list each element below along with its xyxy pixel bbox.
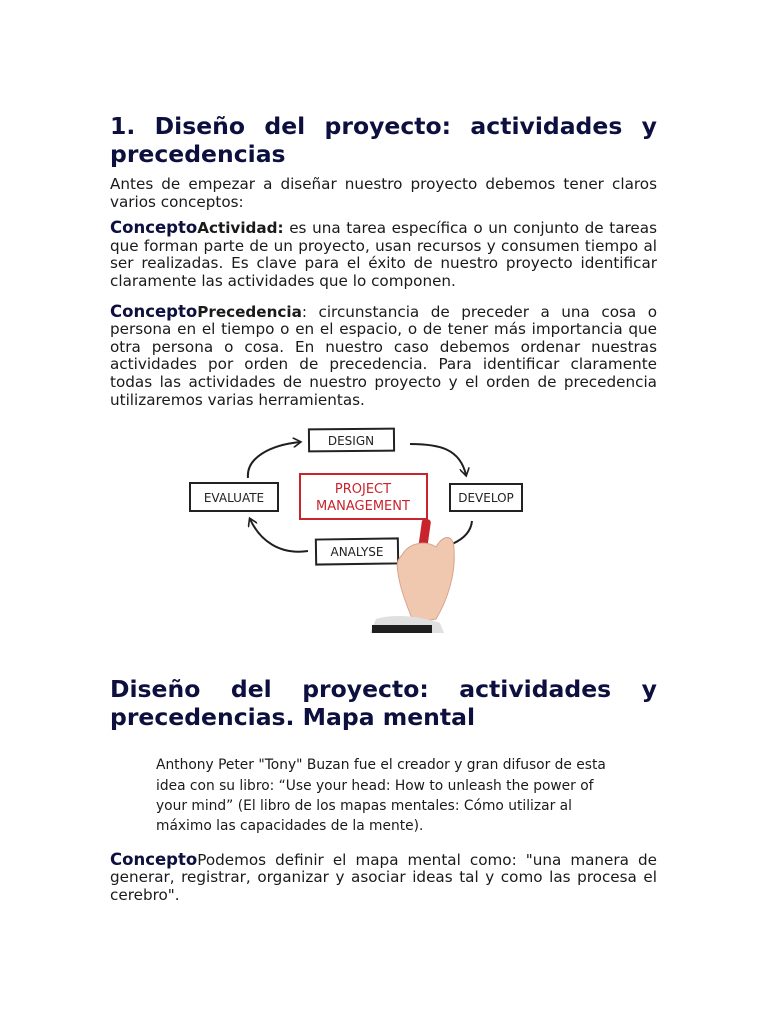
actividad-term: Actividad:: [197, 219, 284, 238]
concept-mapa-mental-paragraph: [110, 851, 657, 905]
section-title: Diseño del proyecto: actividades y precedencias. Mapa mental: [110, 675, 657, 732]
center-label-line2: MANAGEMENT: [316, 499, 410, 515]
buzan-quote: [156, 755, 657, 837]
quote-line: máximo las capacidades de la mente).: [156, 818, 424, 835]
actividad-definition: es una tarea específica o un conjunto de tareas que forman parte de un proyecto, usan recursos y consumen tiempo al ser realizadas. Es clave para el éxito de nuestro proyecto identificar claramente las actividades que lo componen.: [110, 219, 657, 290]
cycle-diagram-svg: [110, 423, 657, 653]
document-page: [110, 112, 657, 917]
concept-label: Concepto: [110, 849, 198, 869]
analyse-label: ANALYSE: [330, 545, 384, 560]
center-label-line1: PROJECT: [334, 482, 392, 498]
design-label: DESIGN: [327, 434, 375, 449]
intro-paragraph: Antes de empezar a diseñar nuestro proyecto debemos tener claros varios conceptos:: [110, 175, 657, 211]
design-box: [309, 429, 394, 452]
develop-box: [450, 484, 522, 511]
concept-label: Concepto: [110, 301, 198, 321]
project-management-cycle-diagram: [110, 423, 657, 653]
precedencia-term: Precedencia: [197, 302, 302, 321]
arrow-design-to-develop: [410, 444, 466, 475]
evaluate-box: [190, 483, 278, 511]
analyse-box: [316, 539, 398, 565]
section-title: 1. Diseño del proyecto: actividades y precedencias: [110, 112, 657, 168]
project-management-box: [300, 474, 427, 519]
quote-line: your mind” (El libro de los mapas mentales: Cómo utilizar al: [156, 797, 572, 814]
evaluate-label: EVALUATE: [203, 491, 265, 506]
quote-line: Anthony Peter "Tony" Buzan fue el creador y gran difusor de esta: [156, 757, 606, 774]
develop-label: DEVELOP: [458, 491, 514, 506]
mapa-mental-definition: Podemos definir el mapa mental como: "una manera de generar, registrar, organizar y asociar ideas tal y como las procesa el cerebro".: [110, 850, 657, 904]
arrow-evaluate-to-design: [248, 442, 300, 478]
concept-precedencia-paragraph: [110, 303, 657, 410]
precedencia-definition: : circunstancia de preceder a una cosa o persona en el tiempo o en el espacio, o de tener más importancia que otra persona o cosa. En nuestro caso debemos ordenar nuestras actividades por orden de precedencia. Para identificar claramente todas las actividades de nuestro proyecto y el orden de precedencia utilizaremos varias herramientas.: [110, 302, 657, 409]
concept-actividad-paragraph: [110, 219, 657, 290]
quote-line: idea con su libro: “Use your head: How to unleash the power of: [156, 777, 594, 794]
concept-label: Concepto: [110, 218, 198, 238]
hand-with-marker-illustration: [370, 519, 454, 633]
arrow-analyse-to-evaluate: [250, 519, 308, 552]
